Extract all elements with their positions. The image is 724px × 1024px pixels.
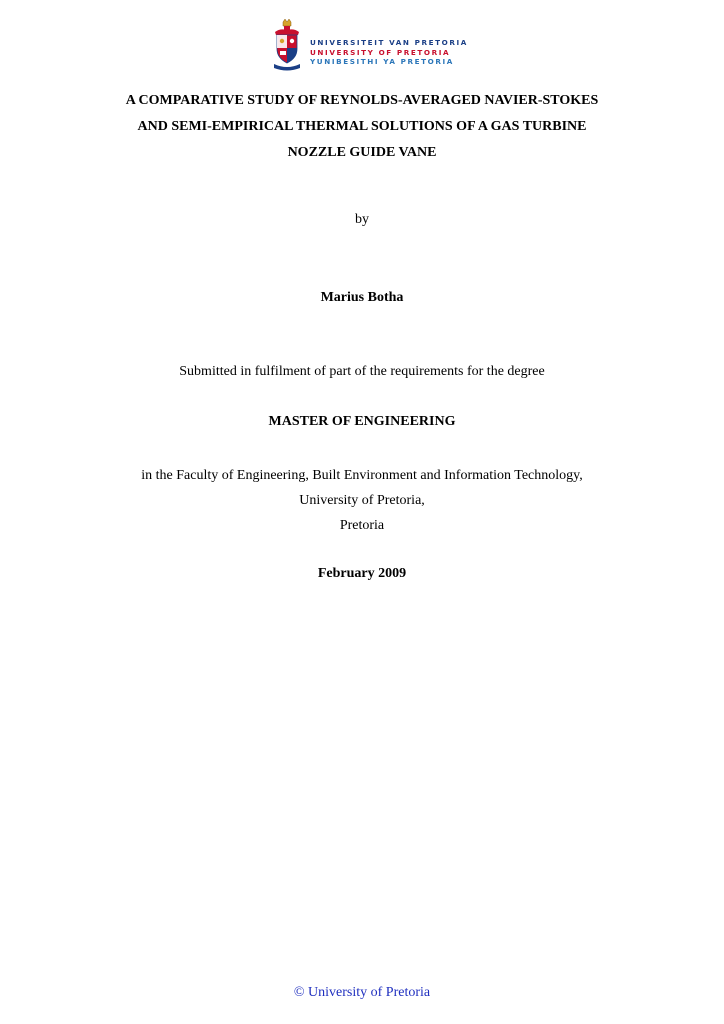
- degree-name: MASTER OF ENGINEERING: [268, 414, 456, 429]
- university-name-english: UNIVERSITY OF PRETORIA: [310, 47, 451, 57]
- copyright-footer: © University of Pretoria: [293, 985, 431, 1000]
- author-name: Marius Botha: [320, 290, 404, 305]
- university-name-afrikaans: UNIVERSITEIT VAN PRETORIA: [310, 38, 468, 47]
- thesis-title-line-2: AND SEMI-EMPIRICAL THERMAL SOLUTIONS OF A GAS TURBINE: [137, 119, 587, 134]
- faculty-line-1: in the Faculty of Engineering, Built Environment and Information Technology,: [141, 468, 583, 483]
- faculty-line-2: University of Pretoria,: [299, 493, 425, 508]
- university-name-block: [310, 38, 468, 67]
- university-name-sepedi: YUNIBESITHI YA PRETORIA: [310, 57, 454, 67]
- thesis-title-line-1: A COMPARATIVE STUDY OF REYNOLDS-AVERAGED NAVIER-STOKES: [125, 93, 599, 108]
- university-logo: [272, 18, 468, 73]
- by-label: by: [355, 212, 369, 227]
- submission-statement: Submitted in fulfilment of part of the requirements for the degree: [179, 364, 545, 379]
- university-crest-icon: [272, 18, 302, 73]
- thesis-title: [0, 88, 724, 166]
- thesis-title-line-3: NOZZLE GUIDE VANE: [287, 145, 437, 160]
- faculty-line-3: Pretoria: [339, 518, 385, 533]
- submission-date: February 2009: [317, 566, 407, 581]
- faculty-block: [0, 463, 724, 538]
